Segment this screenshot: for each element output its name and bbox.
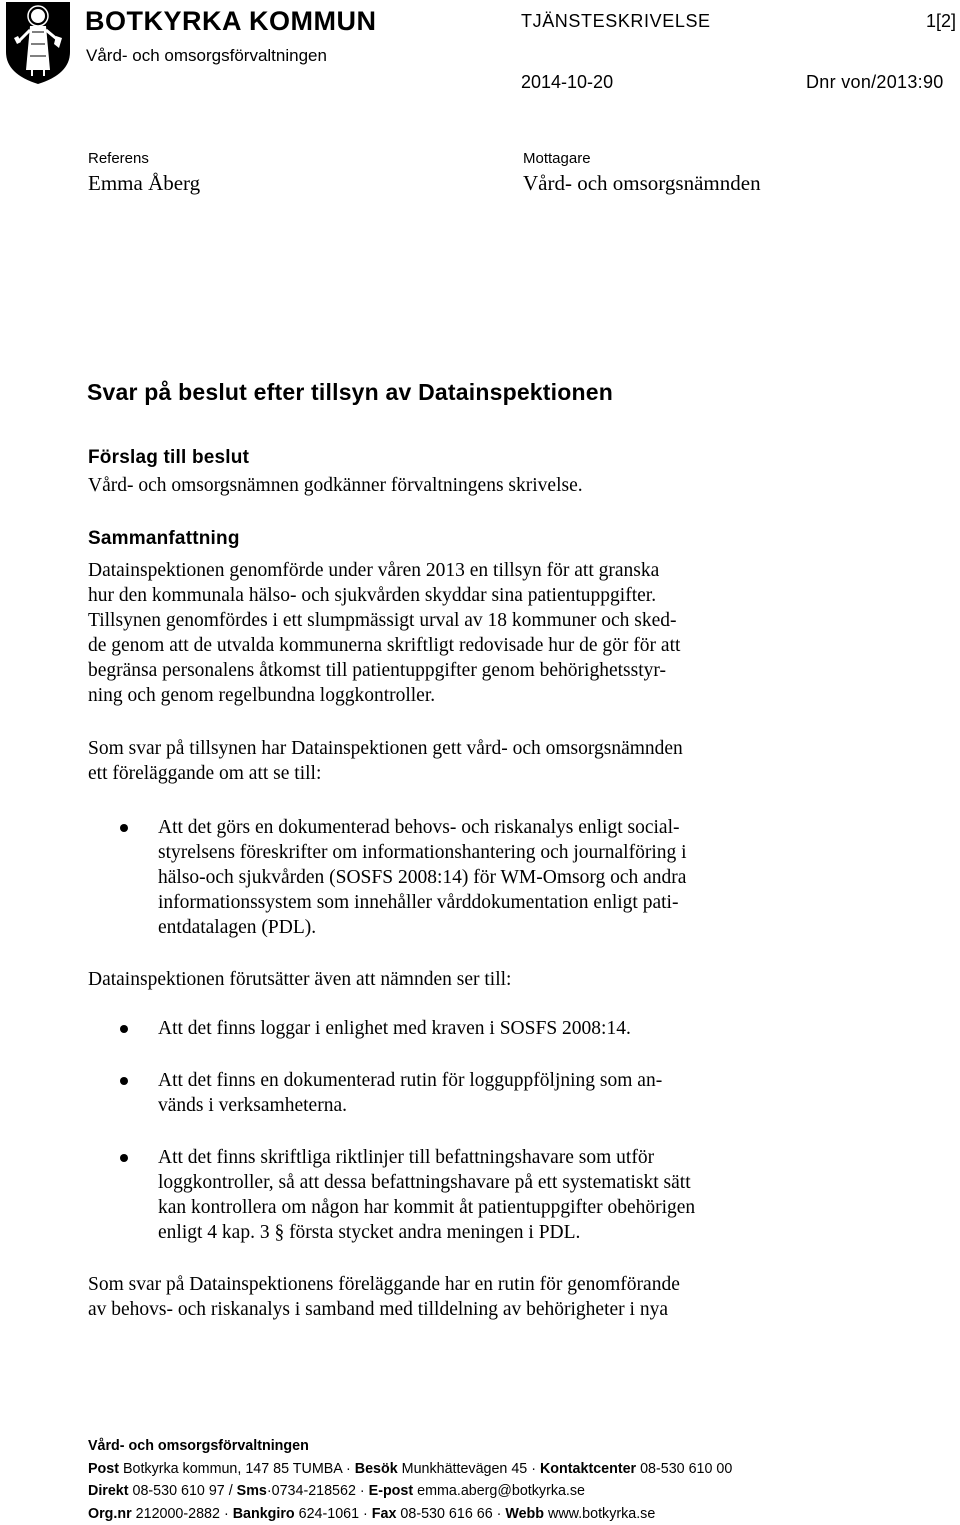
text-line: ett föreläggande om att se till: xyxy=(88,763,322,784)
visit-label: Besök xyxy=(354,1461,398,1477)
forslag-heading: Förslag till beslut xyxy=(88,447,250,468)
separator: · xyxy=(363,1506,368,1522)
text-line: Att det finns loggar i enlighet med kraven i SOSFS 2008:14. xyxy=(158,1018,631,1039)
text-line: Datainspektionen genomförde under våren 2013 en tillsyn för att granska xyxy=(88,560,660,581)
text-line: loggkontroller, så att dessa befattningshavare på ett systematiskt sätt xyxy=(158,1172,691,1193)
contact-value: 08-530 610 00 xyxy=(640,1461,733,1477)
direct-value: 08-530 610 97 / xyxy=(132,1483,233,1499)
email-label: E-post xyxy=(368,1483,414,1499)
web-label: Webb xyxy=(505,1506,545,1522)
reference-value: Emma Åberg xyxy=(88,171,201,195)
orgnr-label: Org.nr xyxy=(88,1506,132,1522)
list-intro: Datainspektionen förutsätter även att nämnden ser till: xyxy=(88,969,512,990)
text-line: Som svar på Datainspektionens föreläggande har en rutin för genomförande xyxy=(88,1274,680,1295)
text-line: Som svar på tillsynen har Datainspektionen gett vård- och omsorgsnämnden xyxy=(88,738,683,759)
sms-label: Sms xyxy=(236,1483,267,1499)
text-line: vänds i verksamheterna. xyxy=(158,1095,347,1116)
organization-name: BOTKYRKA KOMMUN xyxy=(85,6,377,36)
text-line: hälso-och sjukvården (SOSFS 2008:14) för WM-Omsorg och andra xyxy=(158,867,687,888)
separator: · xyxy=(359,1483,365,1499)
forslag-text: Vård- och omsorgsnämnen godkänner förvaltningens skrivelse. xyxy=(88,475,583,496)
footer-address-line xyxy=(88,1460,732,1478)
footer-registration-line xyxy=(88,1505,655,1523)
recipient-label: Mottagare xyxy=(523,150,591,167)
post-value: Botkyrka kommun, 147 85 TUMBA xyxy=(122,1461,343,1477)
fax-value: 08-530 616 66 xyxy=(400,1506,493,1522)
bullet-icon xyxy=(120,824,128,832)
text-line: begränsa personalens åtkomst till patientuppgifter genom behörighetsstyr- xyxy=(88,660,666,681)
text-line: de genom att de utvalda kommunerna skriftligt redovisade hur de gör för att xyxy=(88,635,681,656)
separator: · xyxy=(531,1461,536,1477)
text-line: entdatalagen (PDL). xyxy=(158,917,317,938)
footer-contact-line xyxy=(88,1482,585,1500)
reference-label: Referens xyxy=(88,150,149,167)
separator: · xyxy=(346,1461,351,1477)
page-number: 1[2] xyxy=(926,11,957,31)
bankgiro-label: Bankgiro xyxy=(232,1506,295,1522)
text-line: kan kontrollera om någon har kommit åt patientuppgifter obehörigen xyxy=(158,1197,696,1218)
summary-paragraph-1 xyxy=(88,558,808,708)
text-line: Att det finns skriftliga riktlinjer till befattningshavare som utför xyxy=(158,1147,655,1168)
summary-paragraph-2 xyxy=(88,736,808,786)
separator: · xyxy=(496,1506,502,1522)
post-label: Post xyxy=(88,1461,119,1477)
sms-value: 0734-218562 xyxy=(271,1483,356,1499)
bullet-icon xyxy=(120,1077,128,1085)
text-line: av behovs- och riskanalys i samband med tilldelning av behörigheter i nya xyxy=(88,1299,668,1320)
text-line: informationssystem som innehåller vårddokumentation enligt pati- xyxy=(158,892,679,913)
municipal-coat-of-arms-icon xyxy=(2,0,74,86)
bullet-icon xyxy=(120,1154,128,1162)
web-link[interactable]: www.botkyrka.se xyxy=(548,1506,656,1522)
document-title: Svar på beslut efter tillsyn av Datainspektionen xyxy=(87,379,613,405)
orgnr-value: 212000-2882 xyxy=(135,1506,220,1522)
text-line: Tillsynen genomfördes i ett slumpmässigt urval av 18 kommuner och sked- xyxy=(88,610,677,631)
document-type: TJÄNSTESKRIVELSE xyxy=(521,11,711,31)
direct-label: Direkt xyxy=(88,1483,129,1499)
document-date: 2014-10-20 xyxy=(521,72,614,92)
email-link[interactable]: emma.aberg@botkyrka.se xyxy=(417,1483,586,1499)
text-line: enligt 4 kap. 3 § första stycket andra meningen i PDL. xyxy=(158,1222,581,1243)
separator: · xyxy=(223,1506,229,1522)
text-line: hur den kommunala hälso- och sjukvården skyddar sina patientuppgifter. xyxy=(88,585,657,606)
recipient-value: Vård- och omsorgsnämnden xyxy=(523,171,761,195)
department-name: Vård- och omsorgsförvaltningen xyxy=(86,46,327,65)
text-line: Att det finns en dokumenterad rutin för logguppföljning som an- xyxy=(158,1070,663,1091)
sammanfattning-heading: Sammanfattning xyxy=(88,528,240,549)
fax-label: Fax xyxy=(371,1506,397,1522)
visit-value: Munkhättevägen 45 xyxy=(401,1461,528,1477)
footer-department: Vård- och omsorgsförvaltningen xyxy=(88,1438,309,1454)
text-line: ning och genom regelbundna loggkontroller. xyxy=(88,685,436,706)
case-number: Dnr von/2013:90 xyxy=(806,72,944,92)
separator: · xyxy=(266,1483,272,1499)
closing-paragraph xyxy=(88,1272,808,1322)
contact-label: Kontaktcenter xyxy=(539,1461,637,1477)
bankgiro-value: 624-1061 xyxy=(298,1506,360,1522)
bullet-icon xyxy=(120,1025,128,1033)
text-line: styrelsens föreskrifter om informationshantering och journalföring i xyxy=(158,842,687,863)
text-line: Att det görs en dokumenterad behovs- och riskanalys enligt social- xyxy=(158,817,680,838)
